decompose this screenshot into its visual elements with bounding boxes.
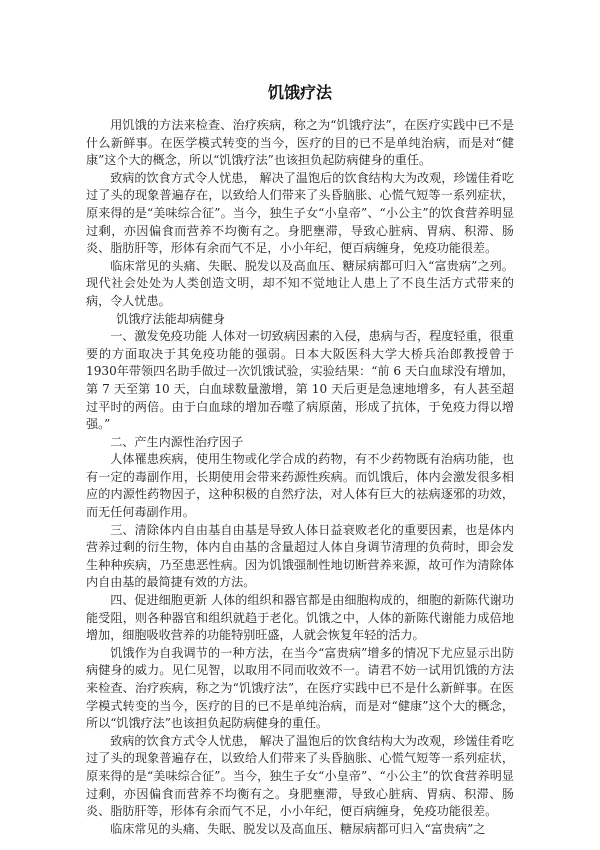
paragraph: 一、激发免疫功能 人体对一切致病因素的入侵，患病与否，程度轻重，很重要的方面取决于其免疫功能的强弱。日本大阪医科大学大桥兵治郎教授曾于1930年带领四名助手做过一次饥饿试验，实验结果：“前 6 天白血球没有增加，第 7 天至第 10 天，白血球数量激增，第 10 天后更是急速地增多，有人甚至超过平时的两倍。由于白血球的增加吞噬了病原菌，形成了抗体，于免疫力得以增强。” <box>86 329 514 432</box>
paragraph: 致病的饮食方式令人忧患， 解决了温饱后的饮食结构大为改观，珍馐佳肴吃过了头的现象普遍存在，以致给人们带来了头昏脑胀、心慌气短等一系列症状，原来得的是“美味综合征”。当今，独生子女“小皇帝”、“小公主”的饮食营养明显过剩，亦因偏食而营养不均衡有之。身肥壅滞，导致心脏病、胃病、积滞、肠炎、脂肪肝等，形体有余而气不足，小小年纪，便百病缠身，免疫功能很差。 <box>86 170 514 256</box>
paragraph: 致病的饮食方式令人忧患， 解决了温饱后的饮食结构大为改观，珍馐佳肴吃过了头的现象普遍存在，以致给人们带来了头昏脑胀、心慌气短等一系列症状，原来得的是“美味综合征”。当今，独生子女“小皇帝”、“小公主”的饮食营养明显过剩，亦因偏食而营养不均衡有之。身肥壅滞，导致心脏病、胃病、积滞、肠炎、脂肪肝等，形体有余而气不足，小小年纪，便百病缠身，免疫功能很差。 <box>86 733 514 819</box>
paragraph: 临床常见的头痛、失眠、脱发以及高血压、糖尿病都可归入“富贵病”之列。现代社会处处为人类创造文明，却不知不觉地让人患上了不良生活方式带来的病，令人忧患。 <box>86 258 514 308</box>
paragraph: 临床常见的头痛、失眠、脱发以及高血压、糖尿病都可归入“富贵病”之 <box>110 821 486 836</box>
paragraph: 饥饿作为自我调节的一种方法，在当今“富贵病”增多的情况下尤应显示出防病健身的威力。见仁见智，以取用不同而收效不一。请君不妨一试用饥饿的方法来检查、治疗疾病，称之为“饥饿疗法”，在医疗实践中已不是什么新鲜事。在医学模式转变的当今，医疗的目的已不是单纯治病，而是对“健康”这个大的概念，所以“饥饿疗法”也该担负起防病健身的重任。 <box>86 645 514 731</box>
paragraph: 人体罹患疾病，使用生物或化学合成的药物，有不少药物既有治病功能，也有一定的毒副作用，长期使用会带来药源性疾病。而饥饿后，体内会激发很多相应的内源性药物因子，这种积极的自然疗法，对人体有巨大的祛病逐邪的功效，而无任何毒副作用。 <box>86 452 514 520</box>
document-title: 饥饿疗法 <box>267 83 332 102</box>
paragraph: 三、清除体内自由基自由基是导致人体日益衰败老化的重要因素，也是体内营养过剩的衍生物，体内自由基的含量超过人体自身调节清理的负荷时，即会发生种种疾病，乃至患恶性病。因为饥饿强制性地切断营养来源，故可作为清除体内自由基的最简捷有效的方法。 <box>86 522 514 590</box>
section-heading: 饥饿疗法能却病健身 <box>116 311 226 326</box>
document-body <box>86 117 514 838</box>
paragraph: 四、促进细胞更新 人体的组织和器官都是由细胞构成的，细胞的新陈代谢功能受阻，则各种器官和组织就趋于老化。饥饿之中，人体的新陈代谢能力成倍地增加，细胞吸收营养的功能特别旺盛，人就会恢复年轻的活力。 <box>86 593 514 643</box>
section-heading: 二、产生内源性治疗因子 <box>110 434 244 449</box>
paragraph: 用饥饿的方法来检查、治疗疾病，称之为“饥饿疗法”，在医疗实践中已不是什么新鲜事。在医学模式转变的当今，医疗的目的已不是单纯治病，而是对“健康”这个大的概念，所以“饥饿疗法”也该担负起防病健身的重任。 <box>86 118 514 168</box>
